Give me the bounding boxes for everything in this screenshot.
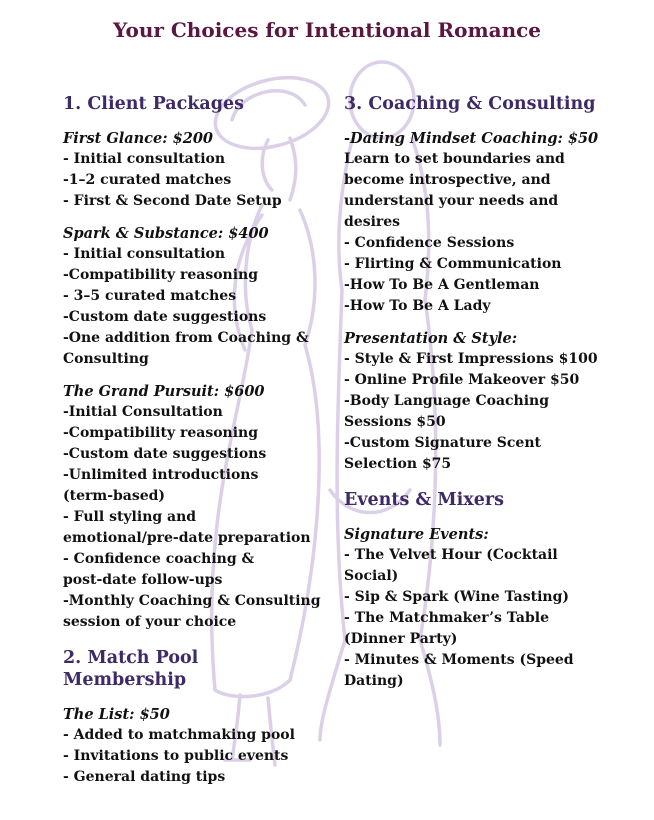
list-item: Selection $75 (344, 456, 452, 472)
list-item: -Custom Signature Scent (344, 435, 541, 451)
package-title: -Dating Mindset Coaching: $50 (344, 130, 599, 147)
list-item: - Confidence coaching & (63, 551, 255, 567)
list-item: -Custom date suggestions (63, 446, 267, 462)
list-item: (term-based) (63, 488, 166, 504)
list-item: become introspective, and (344, 172, 551, 188)
list-item: - The Velvet Hour (Cocktail (344, 547, 558, 563)
list-item: (Dinner Party) (344, 631, 458, 647)
coaching-heading: 3. Coaching & Consulting (344, 94, 596, 114)
package-title: Presentation & Style: (344, 330, 518, 347)
list-item: Dating) (344, 673, 404, 689)
list-item: -Monthly Coaching & Consulting (63, 593, 321, 609)
list-item: - Initial consultation (63, 151, 226, 167)
left-column (63, 93, 325, 799)
list-item: Sessions $50 (344, 414, 446, 430)
package-title: Signature Events: (344, 526, 489, 543)
list-item: - General dating tips (63, 769, 226, 785)
right-column (344, 93, 606, 703)
package-dating-mindset (344, 128, 606, 317)
list-item: -Custom date suggestions (63, 309, 267, 325)
package-title: First Glance: $200 (63, 130, 213, 147)
match-pool-heading: 2. Match Pool Membership (63, 648, 199, 690)
list-item: - Confidence Sessions (344, 235, 515, 251)
list-item: -Initial Consultation (63, 404, 223, 420)
list-item: - Initial consultation (63, 246, 226, 262)
list-item: -1–2 curated matches (63, 172, 232, 188)
list-item: desires (344, 214, 401, 230)
list-item: understand your needs and (344, 193, 559, 209)
list-item: -Body Language Coaching (344, 393, 550, 409)
package-presentation-style (344, 328, 606, 475)
package-the-list (63, 704, 325, 788)
list-item: - Online Profile Makeover $50 (344, 372, 580, 388)
package-title: The Grand Pursuit: $600 (63, 383, 265, 400)
list-item: Learn to set boundaries and (344, 151, 565, 167)
list-item: emotional/pre-date preparation (63, 530, 311, 546)
list-item: post-date follow-ups (63, 572, 223, 588)
package-spark-substance (63, 223, 325, 370)
list-item: session of your choice (63, 614, 237, 630)
list-item: -How To Be A Gentleman (344, 277, 540, 293)
list-item: - Minutes & Moments (Speed (344, 652, 574, 668)
list-item: -One addition from Coaching & (63, 330, 309, 346)
list-item: - Full styling and (63, 509, 197, 525)
package-grand-pursuit (63, 381, 325, 633)
list-item: - Flirting & Communication (344, 256, 562, 272)
page-title: Your Choices for Intentional Romance (112, 18, 542, 42)
list-item: - First & Second Date Setup (63, 193, 282, 209)
list-item: - Added to matchmaking pool (63, 727, 295, 743)
list-item: -Unlimited introductions (63, 467, 259, 483)
list-item: - Style & First Impressions $100 (344, 351, 598, 367)
list-item: -How To Be A Lady (344, 298, 491, 314)
client-packages-heading: 1. Client Packages (63, 94, 244, 114)
package-title: Spark & Substance: $400 (63, 225, 269, 242)
list-item: - Invitations to public events (63, 748, 289, 764)
list-item: Consulting (63, 351, 149, 367)
list-item: -Compatibility reasoning (63, 267, 259, 283)
events-heading: Events & Mixers (344, 490, 504, 510)
list-item: Social) (344, 568, 399, 584)
list-item: - Sip & Spark (Wine Tasting) (344, 589, 569, 605)
package-first-glance (63, 128, 325, 212)
list-item: -Compatibility reasoning (63, 425, 259, 441)
package-signature-events (344, 524, 606, 692)
list-item: - 3–5 curated matches (63, 288, 237, 304)
package-title: The List: $50 (63, 706, 170, 723)
list-item: - The Matchmaker’s Table (344, 610, 549, 626)
